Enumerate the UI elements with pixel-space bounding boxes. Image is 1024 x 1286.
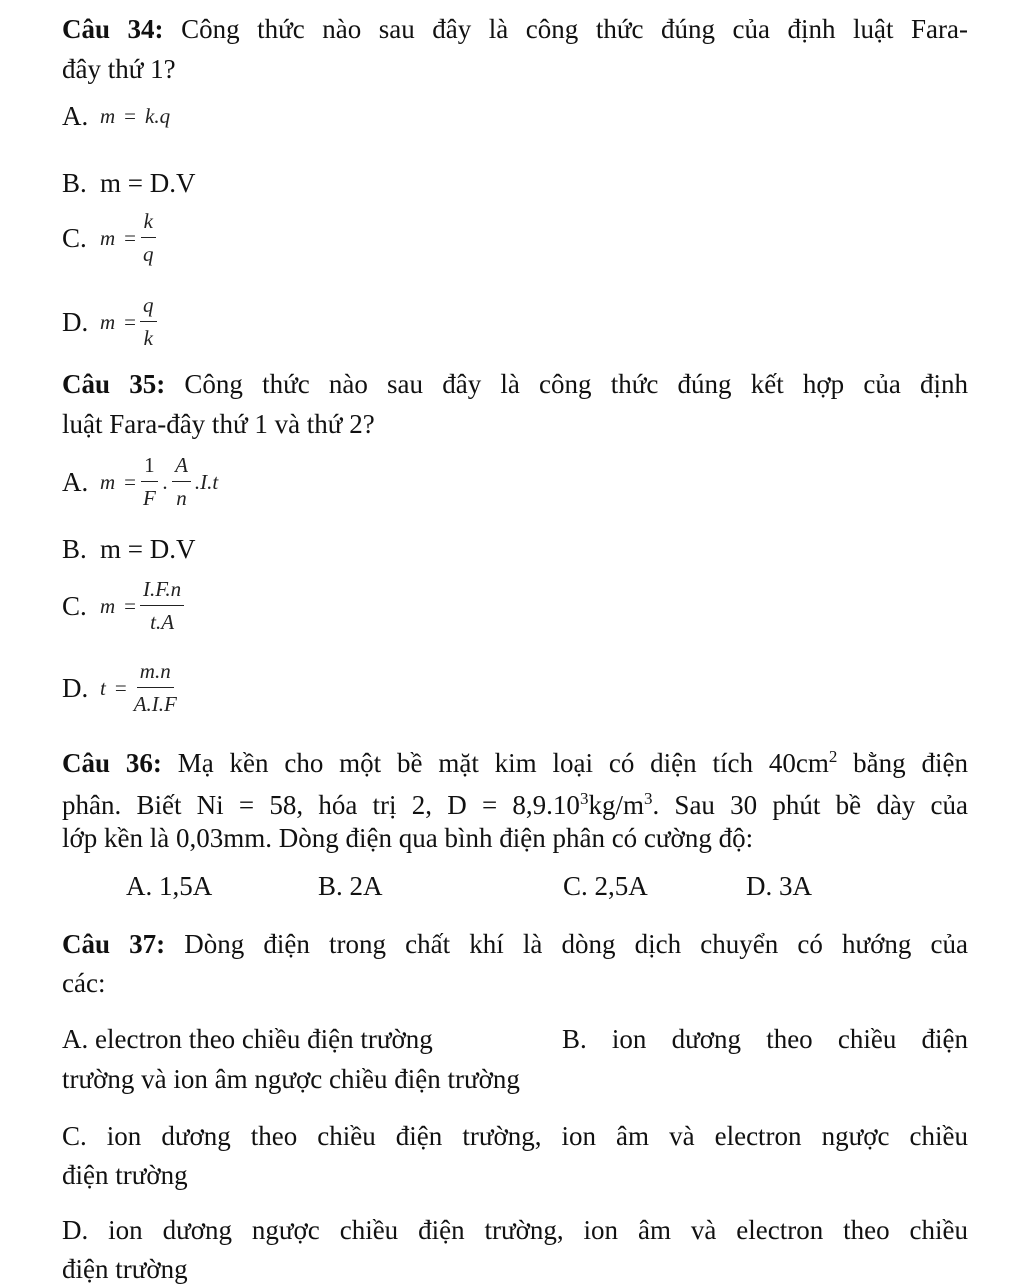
fraction-denominator: A.I.F — [133, 692, 177, 716]
fraction-denominator: t.A — [150, 610, 175, 634]
q35-option-a-label: A. — [62, 466, 89, 497]
q35-option-c — [62, 576, 188, 636]
formula-fraction — [140, 579, 184, 633]
q35-option-d-label: D. — [62, 672, 89, 703]
formula-fraction-1 — [140, 455, 159, 509]
q34-stem-line1 — [62, 12, 968, 46]
q36-stem-line2 — [62, 782, 968, 822]
formula-fraction — [131, 661, 180, 715]
formula-equals: = — [114, 675, 127, 700]
q36-text-a: Mạ kền cho một bề mặt kim loại có diện tích 40cm — [161, 748, 829, 778]
q37-option-a: A. electron theo chiều điện trường — [62, 1024, 433, 1054]
q36-option-b: B. 2A — [318, 871, 383, 901]
fraction-numerator: 1 — [141, 455, 158, 482]
q34-option-d-label: D. — [62, 306, 89, 337]
q34-option-d — [62, 292, 161, 352]
q37-option-b-line2: trường và ion âm ngược chiều điện trường — [62, 1064, 520, 1094]
q37-number: Câu 37: — [62, 929, 166, 959]
formula-lhs: m — [100, 593, 116, 618]
fraction-numerator: q — [140, 295, 157, 322]
q34-stem-text: Công thức nào sau đây là công thức đúng của định luật Fara- — [163, 14, 968, 44]
q34-option-c-label: C. — [62, 222, 87, 253]
q34-option-a-label: A. — [62, 100, 89, 131]
q34-option-a — [62, 86, 170, 146]
q37-option-d-line1: D. ion dương ngược chiều điện trường, ion âm và electron theo chiều — [62, 1215, 968, 1245]
formula-q: q — [159, 103, 171, 128]
fraction-denominator: n — [176, 486, 187, 510]
q34-option-c-formula — [100, 211, 161, 265]
fraction-numerator: m.n — [137, 661, 174, 688]
formula-equals: = — [124, 469, 137, 494]
formula-lhs: m — [100, 469, 116, 494]
q34-option-b-label: B. — [62, 167, 87, 198]
formula-dot: . — [154, 103, 160, 128]
q35-option-b-label: B. — [62, 533, 87, 564]
q34-option-c — [62, 208, 161, 268]
q36-superscript: 3 — [643, 789, 653, 808]
q36-stem-line3: lớp kền là 0,03mm. Dòng điện qua bình điện phân có cường độ: — [62, 823, 754, 853]
q36-text-d: kg/m — [588, 790, 644, 820]
q37-stem-line1 — [62, 927, 968, 961]
q35-option-c-label: C. — [62, 590, 87, 621]
q35-option-d-formula — [100, 661, 184, 715]
q36-option-d: D. 3A — [746, 871, 812, 901]
q34-option-a-formula — [100, 104, 170, 129]
q37-option-b-line1: B. ion dương theo chiều điện — [562, 1024, 968, 1054]
fraction-numerator: k — [141, 211, 156, 238]
formula-fraction — [140, 211, 157, 265]
q36-superscript: 2 — [828, 747, 838, 766]
q35-option-c-formula — [100, 579, 188, 633]
formula-equals: = — [124, 103, 137, 128]
q36-text-c: phân. Biết Ni = 58, hóa trị 2, D = 8,9.10 — [62, 790, 580, 820]
q36-option-a: A. 1,5A — [126, 871, 213, 901]
q36-number: Câu 36: — [62, 748, 162, 778]
fraction-denominator: q — [143, 242, 154, 266]
q34-number: Câu 34: — [62, 14, 164, 44]
formula-dot: . — [162, 469, 169, 494]
fraction-denominator: F — [143, 486, 156, 510]
formula-fraction — [140, 295, 157, 349]
fraction-numerator: A — [172, 455, 191, 482]
q36-text-b: bằng điện — [837, 748, 968, 778]
q36-superscript: 3 — [579, 789, 589, 808]
q35-stem-line1 — [62, 367, 968, 401]
formula-tail: .I.t — [194, 469, 219, 494]
q36-stem-line1 — [62, 740, 968, 780]
formula-equals: = — [124, 309, 137, 334]
q36-text-e: . Sau 30 phút bề dày của — [652, 790, 968, 820]
q34-option-b-formula: m = D.V — [100, 167, 196, 198]
formula-fraction-2 — [172, 455, 191, 509]
q35-option-a-formula — [100, 455, 218, 509]
q37-option-d-line2: điện trường — [62, 1254, 188, 1284]
formula-lhs: m — [100, 309, 116, 334]
formula-equals: = — [124, 225, 137, 250]
formula-k: k — [145, 103, 155, 128]
q35-option-b-formula: m = D.V — [100, 533, 196, 564]
q35-stem-line2: luật Fara-đây thứ 1 và thứ 2? — [62, 409, 375, 439]
fraction-denominator: k — [143, 326, 153, 350]
q35-option-d — [62, 658, 184, 718]
q35-number: Câu 35: — [62, 369, 166, 399]
q37-option-c-line2: điện trường — [62, 1160, 188, 1190]
formula-m: m — [100, 103, 116, 128]
q36-option-c: C. 2,5A — [563, 871, 648, 901]
q34-stem-line2: đây thứ 1? — [62, 54, 176, 84]
q35-stem-text: Công thức nào sau đây là công thức đúng kết hợp của định — [165, 369, 968, 399]
q37-stem-line2: các: — [62, 968, 106, 998]
formula-equals: = — [124, 593, 137, 618]
q34-option-b — [62, 153, 195, 213]
q35-option-a — [62, 452, 218, 512]
q35-option-b — [62, 519, 195, 579]
formula-lhs: t — [100, 675, 106, 700]
fraction-numerator: I.F.n — [140, 579, 184, 606]
q37-stem-text: Dòng điện trong chất khí là dòng dịch chuyển có hướng của — [165, 929, 968, 959]
q37-option-c-line1: C. ion dương theo chiều điện trường, ion âm và electron ngược chiều — [62, 1121, 968, 1151]
q34-option-d-formula — [100, 295, 161, 349]
formula-lhs: m — [100, 225, 116, 250]
